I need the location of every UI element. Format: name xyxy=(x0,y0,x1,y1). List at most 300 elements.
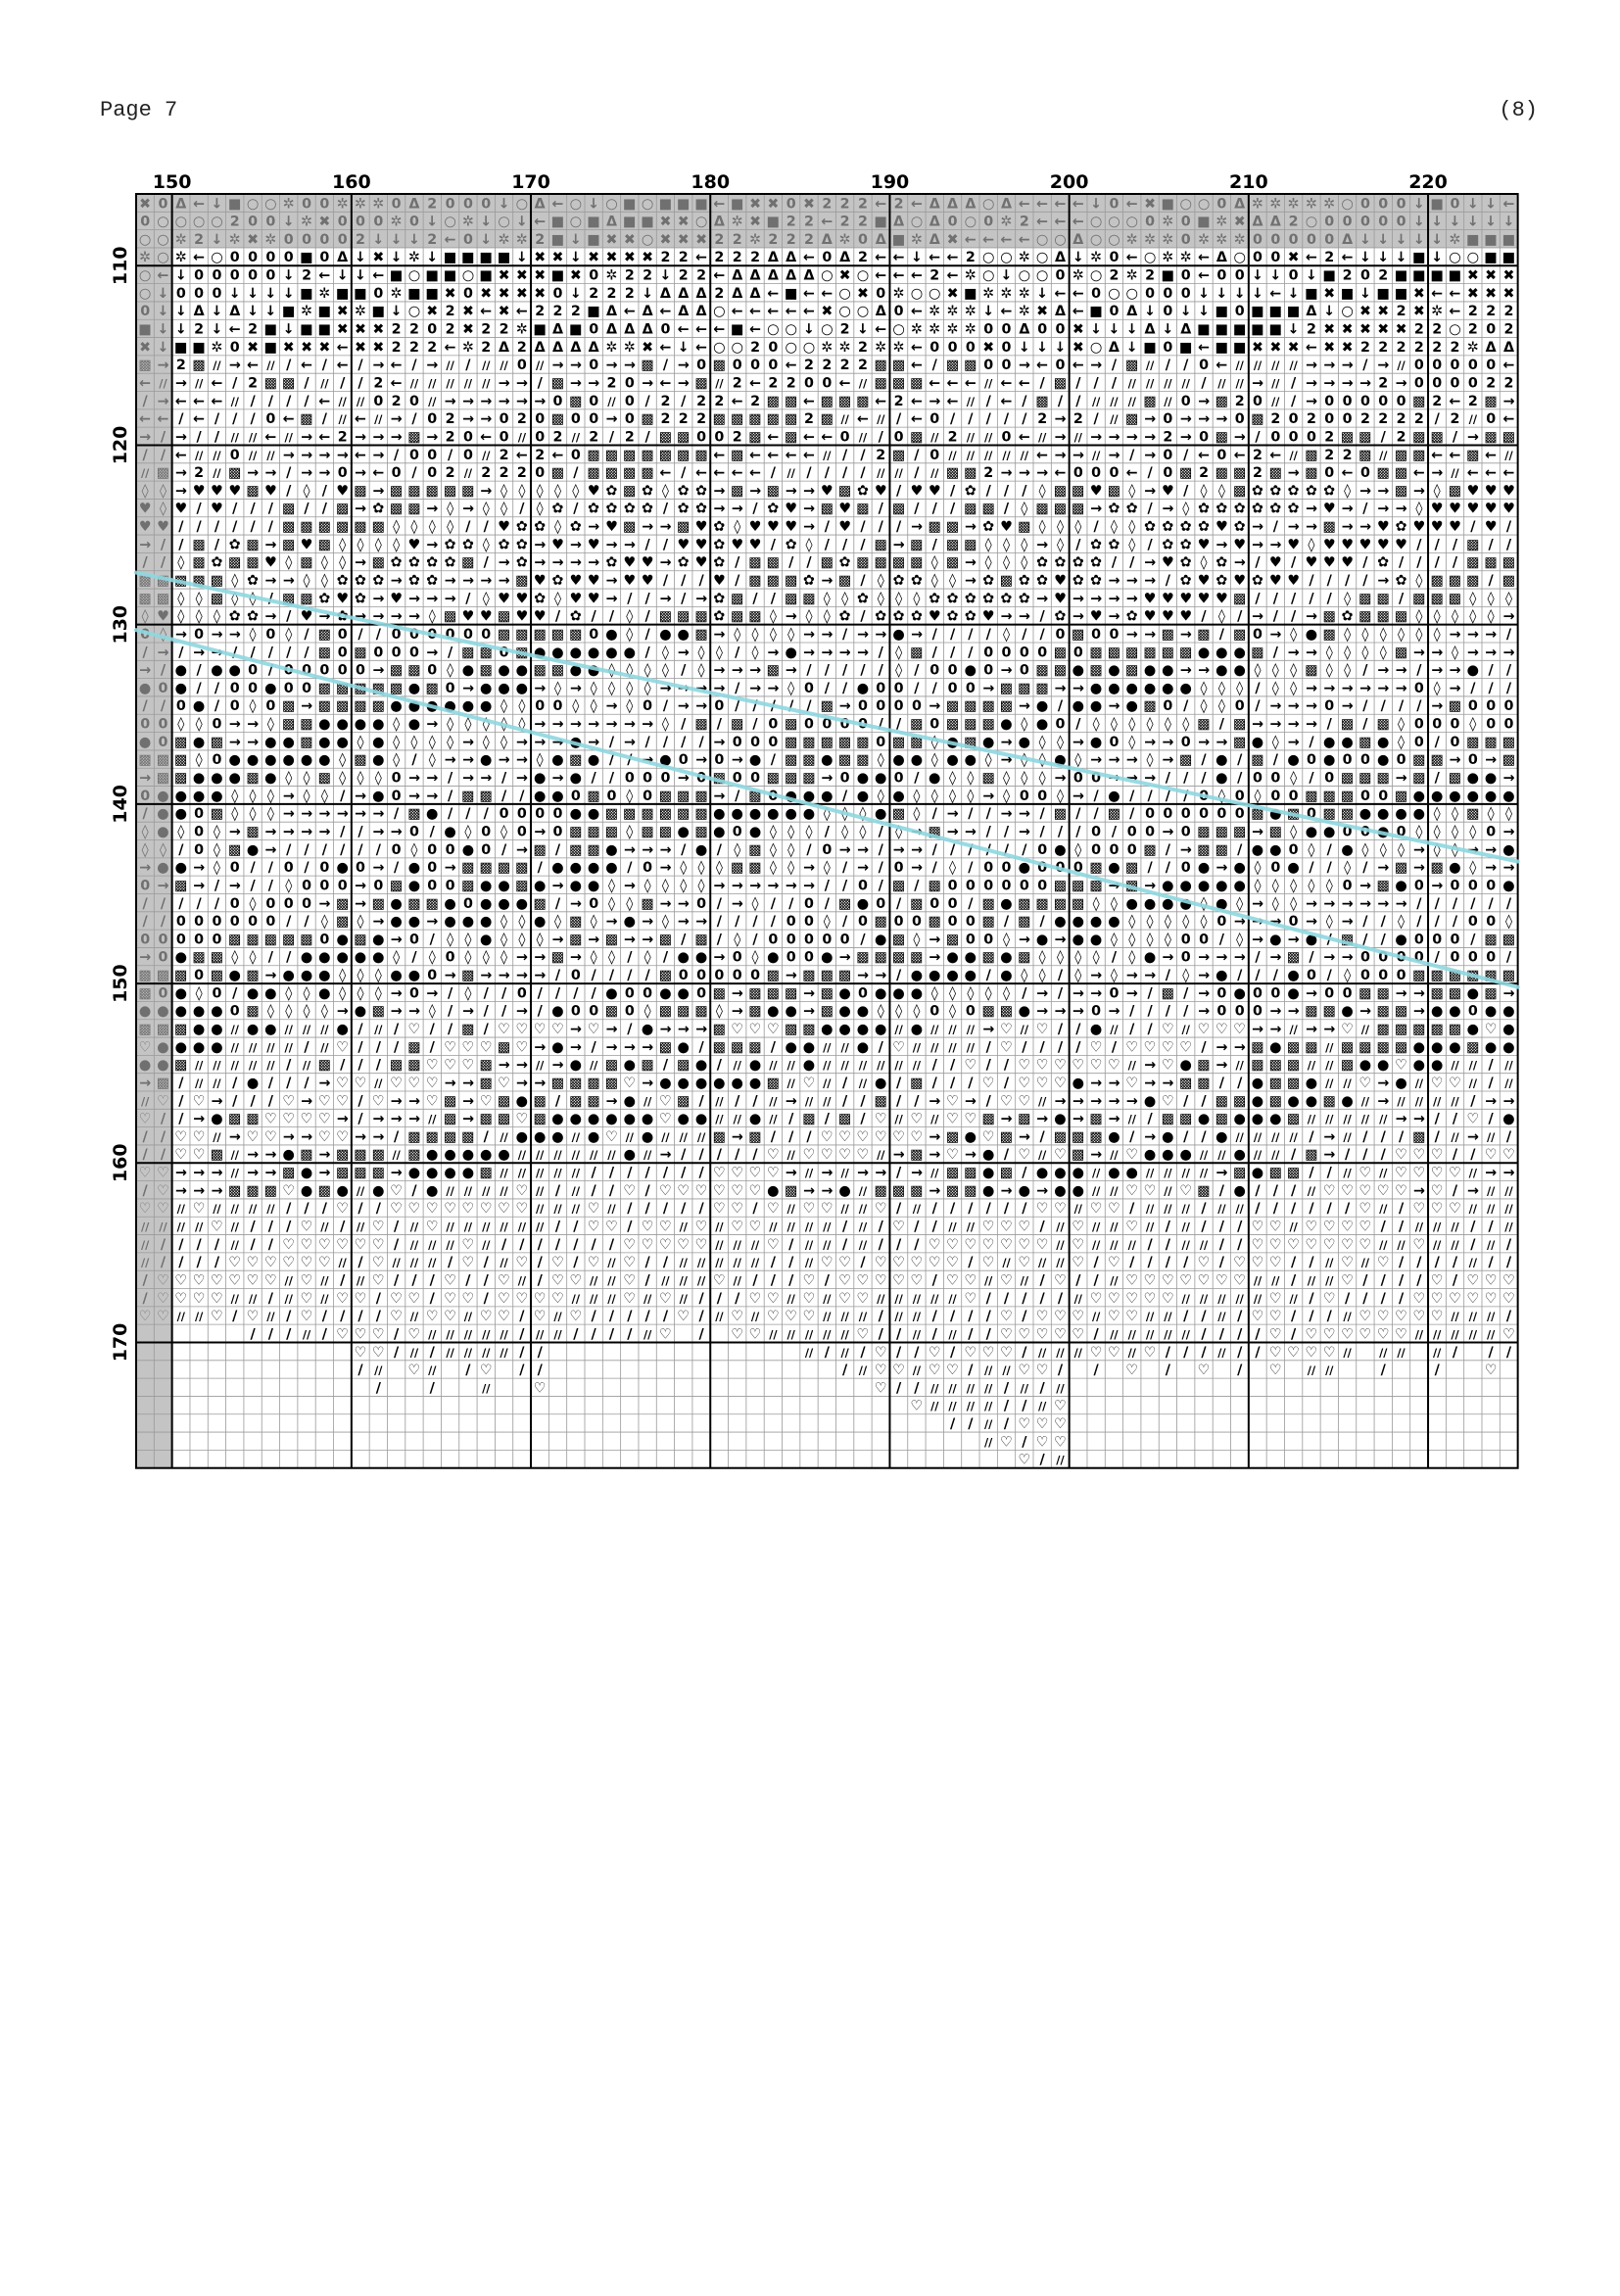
stitch-symbol: → xyxy=(624,842,636,858)
stitch-symbol: ↓ xyxy=(1396,232,1407,248)
stitch-symbol: 0 xyxy=(876,896,885,912)
stitch-symbol: ● xyxy=(1252,1076,1263,1091)
stitch-symbol: ● xyxy=(785,806,796,822)
stitch-symbol: ♡ xyxy=(767,1291,780,1307)
stitch-symbol: Δ xyxy=(535,196,546,212)
stitch-symbol: ♡ xyxy=(372,1326,385,1342)
stitch-symbol: ▩ xyxy=(354,1147,366,1163)
stitch-symbol: ↓ xyxy=(408,232,420,248)
stitch-symbol: 2 xyxy=(1163,429,1172,445)
stitch-symbol: ♡ xyxy=(1144,1183,1157,1199)
stitch-symbol: ← xyxy=(139,411,151,427)
stitch-symbol: ♡ xyxy=(444,1272,456,1288)
stitch-symbol: → xyxy=(355,502,366,517)
stitch-symbol: ♡ xyxy=(1359,1201,1372,1217)
stitch-symbol: ▩ xyxy=(641,358,653,373)
stitch-symbol: ✲ xyxy=(355,304,366,319)
stitch-symbol: / xyxy=(340,1220,346,1235)
stitch-symbol: / xyxy=(860,1112,866,1127)
stitch-symbol: ← xyxy=(445,232,456,248)
stitch-symbol: ✖ xyxy=(695,232,707,248)
stitch-symbol: 0 xyxy=(1199,932,1209,947)
stitch-symbol: / xyxy=(1094,806,1100,822)
stitch-symbol: ◊ xyxy=(177,717,184,733)
stitch-symbol: 2 xyxy=(446,304,455,319)
stitch-symbol: 0 xyxy=(319,250,329,265)
stitch-symbol: ● xyxy=(1413,1058,1425,1074)
stitch-symbol: ◊ xyxy=(1021,752,1027,768)
stitch-symbol: ♡ xyxy=(1162,1093,1174,1109)
stitch-symbol: → xyxy=(642,519,653,535)
stitch-symbol: ● xyxy=(426,1166,438,1181)
stitch-symbol: 0 xyxy=(1091,627,1101,643)
stitch-symbol: 0 xyxy=(571,789,581,804)
stitch-symbol: ▩ xyxy=(785,394,797,409)
stitch-symbol: ◊ xyxy=(949,860,956,876)
stitch-symbol: ◊ xyxy=(644,878,651,893)
stitch-symbol: Δ xyxy=(732,268,742,284)
stitch-symbol: ♡ xyxy=(390,1076,403,1091)
stitch-symbol: → xyxy=(713,663,725,679)
stitch-symbol: / xyxy=(788,1112,794,1127)
stitch-symbol: ◊ xyxy=(1003,771,1010,787)
stitch-symbol: ♡ xyxy=(247,1255,260,1270)
stitch-symbol: ▩ xyxy=(569,1093,582,1109)
stitch-symbol: ◊ xyxy=(357,914,363,930)
stitch-symbol: ▩ xyxy=(569,394,582,409)
stitch-symbol: ◊ xyxy=(1147,752,1154,768)
stitch-symbol: ◊ xyxy=(787,681,794,696)
stitch-symbol: 0 xyxy=(1163,286,1172,302)
stitch-symbol: ✖ xyxy=(534,250,546,265)
stitch-symbol: / xyxy=(1022,842,1027,858)
stitch-symbol: / xyxy=(376,1201,382,1217)
stitch-symbol: → xyxy=(1359,1004,1371,1020)
stitch-symbol: ● xyxy=(965,1129,977,1145)
stitch-symbol: 0 xyxy=(1145,215,1155,230)
stitch-symbol: ♡ xyxy=(498,1291,510,1307)
stitch-symbol: ▩ xyxy=(174,752,187,768)
stitch-symbol: ▩ xyxy=(785,985,797,1001)
stitch-symbol: // xyxy=(877,1148,885,1162)
stitch-symbol: ○ xyxy=(1108,215,1120,230)
stitch-symbol: ● xyxy=(1198,645,1210,660)
stitch-symbol: ✲ xyxy=(175,250,187,265)
stitch-symbol: ▩ xyxy=(964,735,977,750)
stitch-symbol: // xyxy=(948,1220,957,1234)
stitch-symbol: → xyxy=(606,914,618,930)
stitch-symbol: 2 xyxy=(1307,411,1316,427)
stitch-symbol: ● xyxy=(1233,663,1245,679)
stitch-symbol: / xyxy=(1273,1201,1279,1217)
stitch-symbol: → xyxy=(372,663,384,679)
stitch-symbol: → xyxy=(678,896,690,912)
stitch-symbol: / xyxy=(268,663,274,679)
stitch-symbol: ▩ xyxy=(1449,573,1461,589)
stitch-symbol: ♡ xyxy=(1108,1058,1120,1074)
stitch-symbol: ◊ xyxy=(1057,519,1064,535)
stitch-symbol: // xyxy=(518,1167,527,1180)
stitch-symbol: ♡ xyxy=(1054,1076,1067,1091)
stitch-symbol: ▩ xyxy=(336,896,349,912)
stitch-symbol: // xyxy=(967,1220,976,1234)
stitch-symbol: / xyxy=(340,1309,346,1324)
stitch-symbol: 0 xyxy=(822,842,832,858)
stitch-symbol: ● xyxy=(1449,1039,1460,1055)
stitch-symbol: ♡ xyxy=(390,1201,403,1217)
stitch-symbol: // xyxy=(1379,1167,1388,1180)
stitch-symbol: / xyxy=(752,932,758,947)
stitch-symbol: → xyxy=(318,824,330,839)
stitch-symbol: 2 xyxy=(840,215,850,230)
stitch-symbol: Δ xyxy=(1126,304,1137,319)
stitch-symbol: ♥ xyxy=(1485,483,1498,499)
stitch-symbol: // xyxy=(1289,449,1298,462)
stitch-symbol: ◊ xyxy=(1111,519,1118,535)
stitch-symbol: ♡ xyxy=(659,1237,672,1253)
stitch-symbol: 2 xyxy=(733,250,742,265)
stitch-symbol: ● xyxy=(282,735,294,750)
stitch-symbol: // xyxy=(715,1238,724,1252)
stitch-symbol: ● xyxy=(678,1039,690,1055)
stitch-symbol: ♥ xyxy=(588,591,600,606)
stitch-symbol: ♡ xyxy=(1359,1166,1372,1181)
stitch-symbol: → xyxy=(1090,358,1102,373)
stitch-symbol: 0 xyxy=(643,860,652,876)
stitch-symbol: ↓ xyxy=(229,286,241,302)
stitch-symbol: ▩ xyxy=(1466,555,1479,571)
stitch-symbol: Δ xyxy=(696,286,707,302)
stitch-symbol: // xyxy=(680,1292,689,1306)
stitch-symbol: → xyxy=(965,555,977,571)
stitch-symbol: ◊ xyxy=(931,573,938,589)
stitch-symbol: 0 xyxy=(1414,735,1424,750)
stitch-symbol: ● xyxy=(372,717,384,733)
stitch-symbol: ♥ xyxy=(1179,591,1192,606)
stitch-symbol: ♡ xyxy=(139,1309,152,1324)
stitch-symbol: ◊ xyxy=(304,985,310,1001)
stitch-symbol: ✲ xyxy=(1288,196,1300,212)
stitch-symbol: / xyxy=(914,878,920,893)
stitch-symbol: / xyxy=(357,842,363,858)
stitch-symbol: ♡ xyxy=(1198,1363,1211,1378)
stitch-symbol: ✖ xyxy=(678,215,690,230)
stitch-symbol: ♥ xyxy=(569,573,582,589)
stitch-symbol: // xyxy=(1504,449,1513,462)
stitch-symbol: ■ xyxy=(731,322,743,338)
stitch-symbol: ▩ xyxy=(821,1004,834,1020)
stitch-symbol: / xyxy=(322,1201,328,1217)
stitch-symbol: 0 xyxy=(265,411,275,427)
stitch-symbol: ▩ xyxy=(964,1183,977,1199)
stitch-symbol: ✿ xyxy=(211,555,222,571)
stitch-symbol: ▩ xyxy=(875,914,887,930)
stitch-symbol: → xyxy=(318,609,330,625)
stitch-symbol: ● xyxy=(1162,663,1173,679)
stitch-symbol: → xyxy=(588,375,599,391)
stitch-symbol: 2 xyxy=(1486,375,1496,391)
stitch-symbol: ♡ xyxy=(1323,1345,1336,1361)
stitch-symbol: ◊ xyxy=(464,950,471,966)
stitch-symbol: ◊ xyxy=(985,555,992,571)
stitch-symbol: ♡ xyxy=(355,1237,367,1253)
stitch-symbol: // xyxy=(141,1256,150,1269)
stitch-symbol: 0 xyxy=(212,914,221,930)
stitch-symbol: ◊ xyxy=(591,698,597,714)
stitch-symbol: / xyxy=(950,1309,956,1324)
stitch-symbol: ▩ xyxy=(1125,411,1138,427)
stitch-symbol: / xyxy=(1129,1201,1135,1217)
stitch-symbol: // xyxy=(1325,1363,1334,1377)
stitch-symbol: ♡ xyxy=(1269,1291,1282,1307)
stitch-symbol: ♡ xyxy=(929,1237,941,1253)
stitch-symbol: // xyxy=(536,1059,545,1073)
stitch-symbol: ▩ xyxy=(498,1112,510,1127)
stitch-symbol: ▩ xyxy=(1035,502,1048,517)
stitch-symbol: // xyxy=(787,1220,796,1234)
stitch-symbol: ↓ xyxy=(264,286,276,302)
stitch-symbol: ◊ xyxy=(752,950,759,966)
stitch-symbol: ▩ xyxy=(964,358,977,373)
stitch-symbol: ● xyxy=(605,985,617,1001)
stitch-symbol: / xyxy=(879,1220,884,1235)
stitch-symbol: ● xyxy=(1215,968,1227,983)
stitch-symbol: ♡ xyxy=(767,1166,780,1181)
stitch-symbol: ▩ xyxy=(1035,394,1048,409)
stitch-symbol: // xyxy=(823,1238,832,1252)
stitch-symbol: → xyxy=(462,771,474,787)
stitch-symbol: / xyxy=(1435,1129,1441,1145)
stitch-symbol: ● xyxy=(264,1022,276,1037)
stitch-symbol: ✲ xyxy=(1126,232,1138,248)
stitch-symbol: ← xyxy=(732,394,743,409)
stitch-symbol: ♡ xyxy=(444,1201,456,1217)
stitch-symbol: / xyxy=(1399,1201,1405,1217)
stitch-symbol: ◊ xyxy=(393,717,400,733)
stitch-symbol: / xyxy=(879,717,884,733)
stitch-symbol: → xyxy=(588,932,599,947)
stitch-symbol: // xyxy=(285,1273,294,1287)
stitch-symbol: / xyxy=(448,789,453,804)
stitch-symbol: ▩ xyxy=(1215,842,1228,858)
stitch-symbol: / xyxy=(645,1309,651,1324)
stitch-symbol: 0 xyxy=(517,985,527,1001)
stitch-symbol: // xyxy=(320,1273,329,1287)
stitch-symbol: Δ xyxy=(606,215,617,230)
stitch-symbol: ◊ xyxy=(500,932,507,947)
stitch-symbol: ♡ xyxy=(911,1272,924,1288)
stitch-symbol: ✿ xyxy=(695,483,707,499)
stitch-symbol: 0 xyxy=(1432,358,1442,373)
stitch-symbol: ● xyxy=(1485,789,1497,804)
stitch-symbol: / xyxy=(681,842,687,858)
stitch-symbol: → xyxy=(247,1166,259,1181)
stitch-symbol: ▩ xyxy=(407,1147,420,1163)
stitch-symbol: ♡ xyxy=(336,1039,349,1055)
stitch-symbol: ♥ xyxy=(264,483,277,499)
stitch-symbol: / xyxy=(1291,1326,1297,1342)
stitch-symbol: // xyxy=(1092,1184,1101,1198)
stitch-symbol: ● xyxy=(390,914,402,930)
stitch-symbol: ♡ xyxy=(911,1112,924,1127)
stitch-symbol: ✖ xyxy=(372,340,384,356)
stitch-symbol: ✿ xyxy=(1162,519,1173,535)
stitch-symbol: / xyxy=(1183,771,1189,787)
stitch-symbol: → xyxy=(445,394,456,409)
stitch-symbol: → xyxy=(193,1166,205,1181)
stitch-symbol: ● xyxy=(175,1039,187,1055)
stitch-symbol: // xyxy=(805,1346,814,1360)
stitch-symbol: ● xyxy=(892,985,904,1001)
stitch-symbol: ● xyxy=(175,985,187,1001)
stitch-symbol: 0 xyxy=(1181,806,1191,822)
stitch-symbol: ● xyxy=(875,985,886,1001)
stitch-symbol: ✿ xyxy=(1180,573,1192,589)
stitch-symbol: 0 xyxy=(1253,985,1263,1001)
stitch-symbol: ▩ xyxy=(838,394,851,409)
stitch-symbol: ♥ xyxy=(588,573,600,589)
stitch-symbol: // xyxy=(1217,1310,1226,1323)
stitch-symbol: 0 xyxy=(427,842,437,858)
stitch-symbol: / xyxy=(178,411,184,427)
stitch-symbol: ▩ xyxy=(892,358,905,373)
stitch-symbol: / xyxy=(698,1093,704,1109)
stitch-symbol: ● xyxy=(767,950,779,966)
stitch-symbol: / xyxy=(1166,1004,1171,1020)
stitch-symbol: → xyxy=(803,878,815,893)
stitch-symbol: → xyxy=(355,789,366,804)
stitch-symbol: ▩ xyxy=(1376,1022,1389,1037)
stitch-symbol: ■ xyxy=(1395,268,1407,284)
stitch-symbol: / xyxy=(178,842,184,858)
stitch-symbol: ▩ xyxy=(892,1183,905,1199)
stitch-symbol: ♡ xyxy=(355,1326,367,1342)
stitch-symbol: ◊ xyxy=(698,860,705,876)
stitch-symbol: ● xyxy=(1162,1147,1173,1163)
stitch-symbol: ● xyxy=(408,698,420,714)
stitch-symbol: → xyxy=(534,555,546,571)
stitch-symbol: → xyxy=(1126,1093,1138,1109)
stitch-symbol: → xyxy=(749,483,761,499)
stitch-symbol: ▩ xyxy=(1215,429,1228,445)
stitch-symbol: / xyxy=(1166,1220,1171,1235)
stitch-symbol: ▩ xyxy=(461,645,474,660)
stitch-symbol: → xyxy=(301,1093,312,1109)
stitch-symbol: // xyxy=(1343,1113,1352,1126)
stitch-symbol: // xyxy=(840,1059,849,1073)
stitch-symbol: ♡ xyxy=(1000,1237,1013,1253)
stitch-symbol: 0 xyxy=(983,860,993,876)
stitch-symbol: // xyxy=(1487,1130,1496,1144)
stitch-symbol: // xyxy=(607,1292,616,1306)
stitch-symbol: ♡ xyxy=(1000,1220,1013,1235)
stitch-symbol: 2 xyxy=(1199,465,1209,481)
stitch-symbol: // xyxy=(1469,412,1478,426)
stitch-symbol: // xyxy=(231,1220,240,1234)
stitch-symbol: ▩ xyxy=(1269,1058,1282,1074)
stitch-symbol: ◊ xyxy=(626,896,633,912)
stitch-symbol: → xyxy=(355,465,366,481)
stitch-symbol: // xyxy=(1433,1238,1442,1252)
stitch-symbol: 0 xyxy=(876,286,885,302)
stitch-symbol: / xyxy=(1183,698,1189,714)
stitch-symbol: / xyxy=(573,502,579,517)
stitch-symbol: ■ xyxy=(731,196,743,212)
stitch-symbol: ♥ xyxy=(1269,573,1282,589)
stitch-symbol: // xyxy=(500,1184,508,1198)
stitch-symbol: ◊ xyxy=(1074,842,1081,858)
stitch-symbol: ◊ xyxy=(250,950,257,966)
stitch-symbol: → xyxy=(1467,842,1479,858)
stitch-symbol: ♡ xyxy=(588,1201,600,1217)
stitch-symbol: → xyxy=(767,645,779,660)
stitch-symbol: ◊ xyxy=(537,502,544,517)
stitch-symbol: → xyxy=(1396,985,1407,1001)
stitch-symbol: ← xyxy=(1072,358,1084,373)
stitch-symbol: // xyxy=(1451,1130,1459,1144)
stitch-symbol: → xyxy=(875,968,886,983)
stitch-symbol: ● xyxy=(390,698,402,714)
stitch-symbol: 0 xyxy=(1360,215,1370,230)
stitch-symbol: ◊ xyxy=(1111,717,1118,733)
stitch-symbol: 0 xyxy=(1270,250,1280,265)
stitch-symbol: // xyxy=(1325,1076,1334,1090)
stitch-symbol: / xyxy=(932,806,938,822)
stitch-symbol: → xyxy=(1072,609,1084,625)
stitch-symbol: ◊ xyxy=(1434,483,1441,499)
stitch-symbol: → xyxy=(839,842,851,858)
stitch-symbol: 0 xyxy=(1360,394,1370,409)
stitch-symbol: → xyxy=(678,698,690,714)
stitch-symbol: ♡ xyxy=(1359,1309,1372,1324)
stitch-symbol: ▩ xyxy=(748,842,761,858)
stitch-symbol: 2 xyxy=(427,232,437,248)
stitch-symbol: → xyxy=(659,519,671,535)
stitch-symbol: // xyxy=(680,1273,689,1287)
stitch-symbol: ● xyxy=(1144,681,1156,696)
stitch-symbol: // xyxy=(536,359,545,372)
stitch-symbol: ▩ xyxy=(157,591,169,606)
stitch-symbol: 0 xyxy=(392,842,402,858)
stitch-symbol: ● xyxy=(1233,1183,1245,1199)
stitch-symbol: 0 xyxy=(1360,196,1370,212)
stitch-symbol: ↓ xyxy=(1234,286,1246,302)
stitch-symbol: ◊ xyxy=(895,1004,902,1020)
stitch-symbol: → xyxy=(1306,394,1317,409)
stitch-symbol: ▩ xyxy=(1466,1039,1479,1055)
stitch-symbol: → xyxy=(1359,519,1371,535)
stitch-symbol: ▩ xyxy=(875,555,887,571)
stitch-symbol: / xyxy=(1022,1166,1027,1181)
stitch-symbol: 0 xyxy=(1307,752,1316,768)
stitch-symbol: ● xyxy=(803,806,815,822)
stitch-symbol: / xyxy=(860,609,866,625)
stitch-symbol: ♡ xyxy=(1090,1291,1103,1307)
stitch-symbol: / xyxy=(1362,914,1368,930)
stitch-symbol: 0 xyxy=(1397,968,1406,983)
stitch-symbol: ← xyxy=(713,448,725,463)
stitch-symbol: ← xyxy=(911,268,923,284)
stitch-symbol: // xyxy=(1182,376,1191,390)
stitch-symbol: 2 xyxy=(194,322,204,338)
stitch-symbol: / xyxy=(178,896,184,912)
stitch-symbol: // xyxy=(141,466,150,480)
stitch-symbol: ◊ xyxy=(949,985,956,1001)
stitch-symbol: // xyxy=(1451,1059,1459,1073)
stitch-symbol: ▩ xyxy=(246,483,259,499)
stitch-symbol: → xyxy=(372,448,384,463)
stitch-symbol: → xyxy=(1198,411,1210,427)
